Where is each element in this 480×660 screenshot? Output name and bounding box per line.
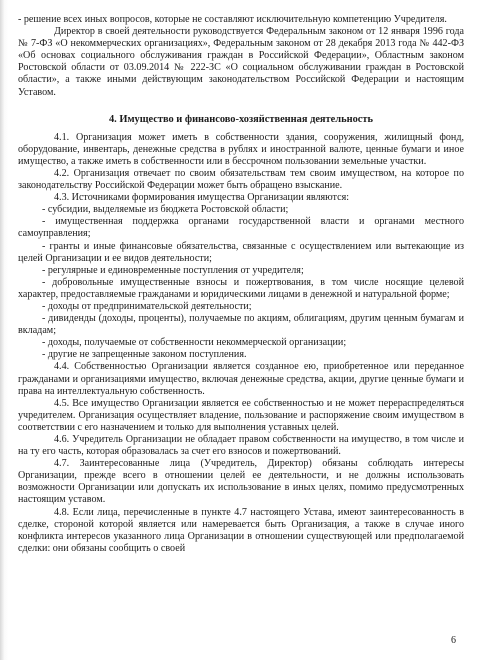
paragraph-competence: - решение всех иных вопросов, которые не составляют исключительную компетенцию Учредителя. <box>18 14 447 25</box>
list-item-grants: - гранты и иные финансовые обязательства, связанные с осуществлением или вытекающие из целей Организации и ее видов деятельности; <box>18 240 464 264</box>
paragraph-4-8: 4.8. Если лица, перечисленные в пункте 4.7 настоящего Устава, имеют заинтересованность в сделке, стороной которой является или намеревается быть Организация, а также в случае иного конфликта интересов указанного лица Организации в отношении существующей или предполагаемой сделки: они обязаны сообщить о своей <box>18 506 464 554</box>
list-item-other-income: - другие не запрещенные законом поступления. <box>42 349 247 361</box>
paragraph-4-7: 4.7. Заинтересованные лица (Учредитель, Директор) обязаны соблюдать интересы Организации, прежде всего в отношении целей ее деятельности, и не должны использовать возможности Организации или допускать их использование в иных целях, помимо предусмотренных настоящим уставом. <box>18 458 464 506</box>
list-item-founder-payments: - регулярные и единовременные поступления от учредителя; <box>42 264 304 276</box>
list-item-dividends: - дивиденды (доходы, проценты), получаемые по акциям, облигациям, другим ценным бумагам и вкладам; <box>18 313 464 337</box>
list-item-property-income: - доходы, получаемые от собственности некоммерческой организации; <box>42 337 347 349</box>
list-item-state-support: - имущественная поддержка органами государственной власти и органами местного самоуправления; <box>18 216 464 240</box>
paragraph-4-3: 4.3. Источниками формирования имущества Организации являются: <box>54 192 350 204</box>
paragraph-4-5: 4.5. Все имущество Организации является ее собственностью и не может перераспределяться учредителем. Организация осуществляет владение, пользование и распоряжение своим имуществом в соответствии с его назначением и только для выполнения уставных целей. <box>18 397 464 433</box>
list-item-donations: - добровольные имущественные взносы и пожертвования, в том числе носящие целевой характер, предоставляемые гражданами и юридическими лицами в денежной и натуральной форме; <box>18 276 464 300</box>
paragraph-4-1: 4.1. Организация может иметь в собственности здания, сооружения, жилищный фонд, оборудование, инвентарь, денежные средства в рублях и иностранной валюте, ценные бумаги и иное имущество, а также иметь в собственности или в бессрочном пользовании земельные участки. <box>18 131 464 167</box>
paragraph-director-laws: Директор в своей деятельности руководствуется Федеральным законом от 12 января 1996 года № 7-ФЗ «О некоммерческих организациях», Федеральным законом от 28 декабря 2013 года № 442-ФЗ «Об основах социального обслуживания граждан в Российской Федерации», Областным законом Ростовской области от 03.09.2014 № 222-ЗС «О социальном обслуживании граждан в Ростовской области», а также иными действующим законодательством Российской Федерации и настоящим Уставом. <box>18 26 464 98</box>
page-number: 6 <box>451 635 456 646</box>
list-item-business-income: - доходы от предпринимательской деятельности; <box>42 300 252 312</box>
list-item-subsidies: - субсидии, выделяемые из бюджета Ростовской области; <box>42 204 289 216</box>
spacer <box>18 99 464 107</box>
paragraph-4-4: 4.4. Собственностью Организации является созданное ею, приобретенное или переданное гражданами и организациями имущество, включая денежные средства, акции, другие ценные бумаги и права на интеллектуальную собственность. <box>18 361 464 397</box>
paragraph-4-2: 4.2. Организация отвечает по своим обязательствам тем своим имуществом, на которое по законодательству Российской Федерации может быть обращено взыскание. <box>18 167 464 192</box>
section-heading: 4. Имущество и финансово-хозяйственная деятельность <box>108 113 373 125</box>
paragraph-4-6: 4.6. Учредитель Организации не обладает правом собственности на имущество, в том числе и на ту его часть, которая образовалась за счет его взносов и пожертвований. <box>18 434 464 458</box>
